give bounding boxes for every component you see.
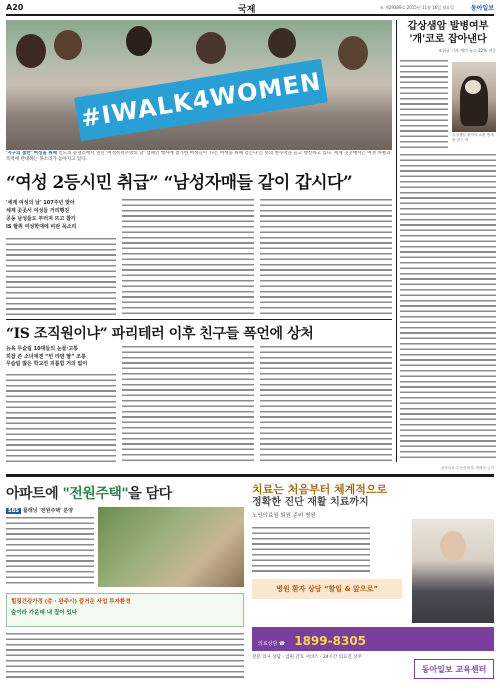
second-headline: “IS 조직원이냐” 파리테러 이후 친구들 폭언에 상처 (6, 326, 314, 342)
doctor-photo (412, 519, 494, 623)
crowd-head (268, 28, 296, 58)
sidebar-body-top (400, 60, 448, 150)
dog-photo (452, 62, 496, 132)
box-line-2: 숲이라 가운데 내 집이 있다 (11, 610, 78, 616)
box-line-1: 힐링건강가정 (층 · 완주시) 즐거운 사업 투자환경 (11, 599, 131, 605)
story-divider (6, 319, 392, 320)
housing-ad-brand (6, 507, 73, 514)
sidebar-byline: 조현규 기자·개미 뉴스·22% 적중 (438, 48, 496, 53)
hospital-ad-title: 치료는 처음부터 체계적으로 (252, 483, 388, 496)
hospital-ad-title-2: 정확한 진단 재활 치료까지 (252, 497, 369, 508)
dateline: 조 제29389호 2015년 11월 16일 월요일 (379, 5, 454, 10)
housing-ad-title (6, 483, 244, 503)
hospital-ad-subtitle: 노인의료원 퇴원 준비 병원 (252, 513, 316, 519)
subhead: IS 탈취 여성학대에 비판 목소리 (6, 224, 77, 230)
subhead: 무슬림 많은 학교선 괴롭힘 거의 없어 (6, 361, 88, 367)
subhead: '세계 여성의 날' 107주년 맞아 (6, 200, 75, 206)
hospital-ad[interactable] (252, 483, 494, 683)
ad-title-part: 을 담다 (128, 486, 172, 502)
dog-face (465, 80, 481, 94)
main-photo-caption (6, 151, 392, 163)
brand-text: 플래닝 '전원주택' 분양 (23, 508, 74, 514)
ad-section (6, 474, 494, 686)
hospital-ad-footer: 전문 의사 상담 · 입원 간호 서비스 · 24시간 의료진 상주 (252, 655, 362, 660)
hospital-ad-promo: 병원 환자 상담 “할일 & 앞으로” (252, 579, 402, 599)
brand-badge: SBS (8, 508, 20, 514)
subhead: 세계 곳곳서 여성들 거리행진 (6, 208, 70, 214)
section-title: 국제 (238, 5, 256, 15)
main-photo (6, 20, 392, 150)
crowd-head (126, 26, 152, 56)
subhead: 히잡 쓴 소녀에겐 “빈 라덴 딸” 조롱 (6, 353, 86, 360)
hospital-ad-copy (252, 527, 370, 573)
caption-body: 인도의 뉴델리에서 열린 '여성폭력추방의 날' 캠페인 행사에 참가한 여성들이 '나는 여성을 위해 걷는다'는 뜻의 현수막을 들고 행진하고 있다. 세계 곳곳에서는 여성 차별과 폭력에 반대하는 목소리가 높아지고 있다. (6, 151, 391, 162)
doctor-face (440, 531, 466, 561)
main-headline: “여성 2등시민 취급” “남성자매들 같이 갑시다” (6, 173, 353, 193)
subhead: 뉴욕 무슬림 10대들의 눈물·고통 (6, 346, 79, 352)
subhead: 공동 남성들도 부러져 뜨고 참가 (6, 216, 76, 222)
house-interior-photo (98, 507, 244, 587)
main-subheads (6, 199, 116, 231)
second-body-col1 (6, 374, 116, 462)
ad-title-part: 아파트에 (6, 486, 63, 502)
banner-text: #IWALK4WOMEN (78, 67, 324, 133)
protest-banner (74, 59, 328, 142)
ad-title-accent: "전원주택" (62, 486, 129, 502)
phone-band[interactable] (252, 627, 494, 651)
housing-ad-footer (6, 633, 244, 679)
sidebar-headline: 갑상샘암 발병여부 '개'코로 잡아낸다 (407, 21, 489, 45)
column-divider (396, 20, 397, 462)
crowd-head (16, 34, 46, 68)
housing-ad-copy (6, 517, 94, 587)
masthead-logo: 동아일보 (470, 5, 494, 12)
crowd-head (196, 32, 226, 64)
caption-head: '지구의 절반' 여성을 위해 (6, 151, 57, 156)
main-body-col2 (122, 199, 254, 316)
main-body-col1 (6, 238, 116, 316)
dog-photo-caption: 갑상샘암 환자의 소변 냄새를 맡는 개 (452, 133, 494, 142)
crowd-head (54, 30, 82, 60)
second-body-col2 (122, 346, 254, 462)
hospital-logo: 동아일보 교육센터 (414, 659, 494, 679)
sidebar-body (400, 154, 496, 460)
housing-ad[interactable] (6, 483, 244, 683)
copyright-note: 동아일보 무단전재 및 재배포 금지 (440, 466, 494, 470)
phone-label: 의료상담 ☎ (258, 641, 286, 647)
phone-number[interactable]: 1899-8305 (294, 634, 367, 648)
housing-ad-box (6, 593, 244, 627)
page-number: A20 (6, 3, 24, 12)
second-subheads (6, 346, 116, 369)
main-body-col3 (260, 199, 392, 316)
crowd-head (338, 36, 368, 70)
page-header (6, 2, 494, 16)
second-body-col3 (260, 346, 392, 462)
